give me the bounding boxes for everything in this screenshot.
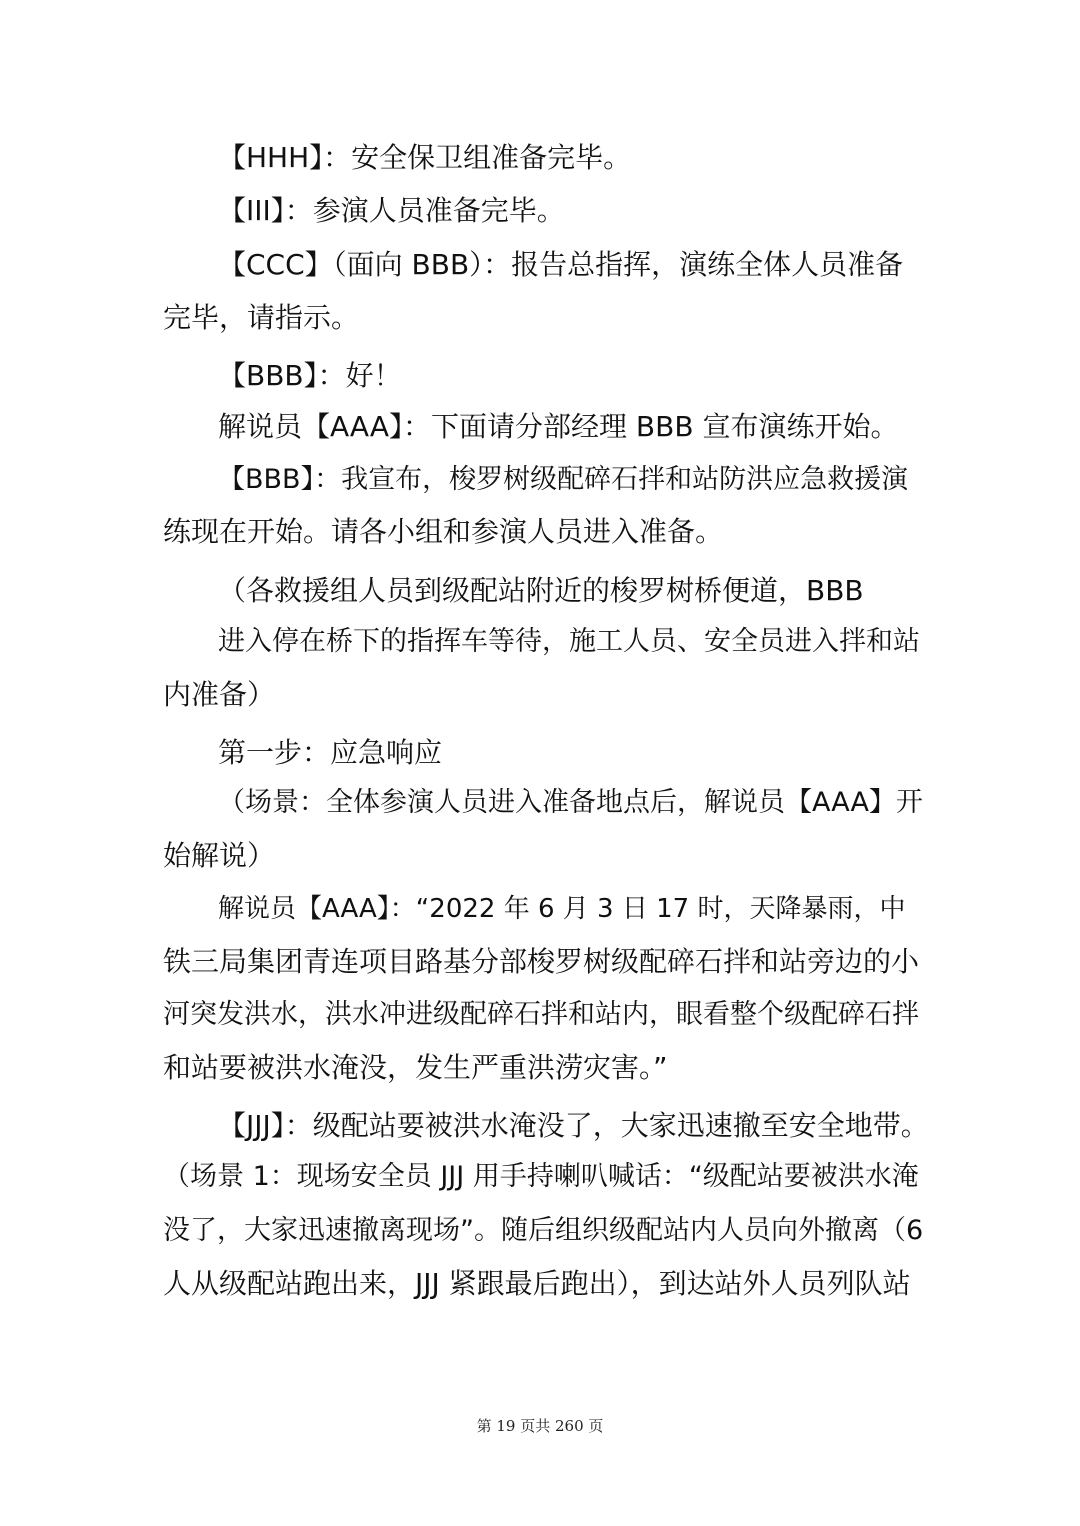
text-line-9: （各救援组人员到级配站附近的梭罗树桥便道，BBB [218,574,864,607]
text-line-17: 河突发洪水，洪水冲进级配碎石拌和站内，眼看整个级配碎石拌 [163,999,919,1030]
text-line-10: 进入停在桥下的指挥车等待，施工人员、安全员进入拌和站 [218,626,920,657]
text-line-7: 【BBB】：我宣布，梭罗树级配碎石拌和站防洪应急救援演 [218,464,909,495]
text-line-13: （场景：全体参演人员进入准备地点后，解说员【AAA】开 [218,787,923,818]
text-line-15: 解说员【AAA】：“2022 年 6 月 3 日 17 时，天降暴雨，中 [218,894,906,924]
text-line-5: 【BBB】：好！ [218,359,402,392]
text-line-11: 内准备） [163,678,276,711]
text-line-6: 解说员【AAA】：下面请分部经理 BBB 宣布演练开始。 [218,410,899,443]
text-line-19: 【JJJ】：级配站要被洪水淹没了，大家迅速撤至安全地带。 [218,1109,929,1142]
text-line-2: 【III】：参演人员准备完毕。 [218,194,565,227]
text-line-8: 练现在开始。请各小组和参演人员进入准备。 [163,515,724,548]
text-line-12: 第一步：应急响应 [218,736,443,769]
text-line-4: 完毕，请指示。 [163,301,360,334]
text-line-1: 【HHH】：安全保卫组准备完毕。 [218,141,632,174]
text-line-18: 和站要被洪水淹没，发生严重洪涝灾害。” [163,1051,668,1084]
text-line-22: 人从级配站跑出来，JJJ 紧跟最后跑出），到达站外人员列队站 [163,1267,911,1300]
text-line-20: （场景 1：现场安全员 JJJ 用手持喇叭喊话：“级配站要被洪水淹 [163,1161,919,1192]
page-number-footer: 第 19 页共 260 页 [476,1417,604,1435]
text-line-16: 铁三局集团青连项目路基分部梭罗树级配碎石拌和站旁边的小 [163,945,920,978]
text-line-3: 【CCC】（面向 BBB）：报告总指挥，演练全体人员准备 [218,248,904,281]
text-line-14: 始解说） [163,839,276,872]
text-line-21: 没了，大家迅速撤离现场”。随后组织级配站内人员向外撤离（6 [163,1215,924,1246]
